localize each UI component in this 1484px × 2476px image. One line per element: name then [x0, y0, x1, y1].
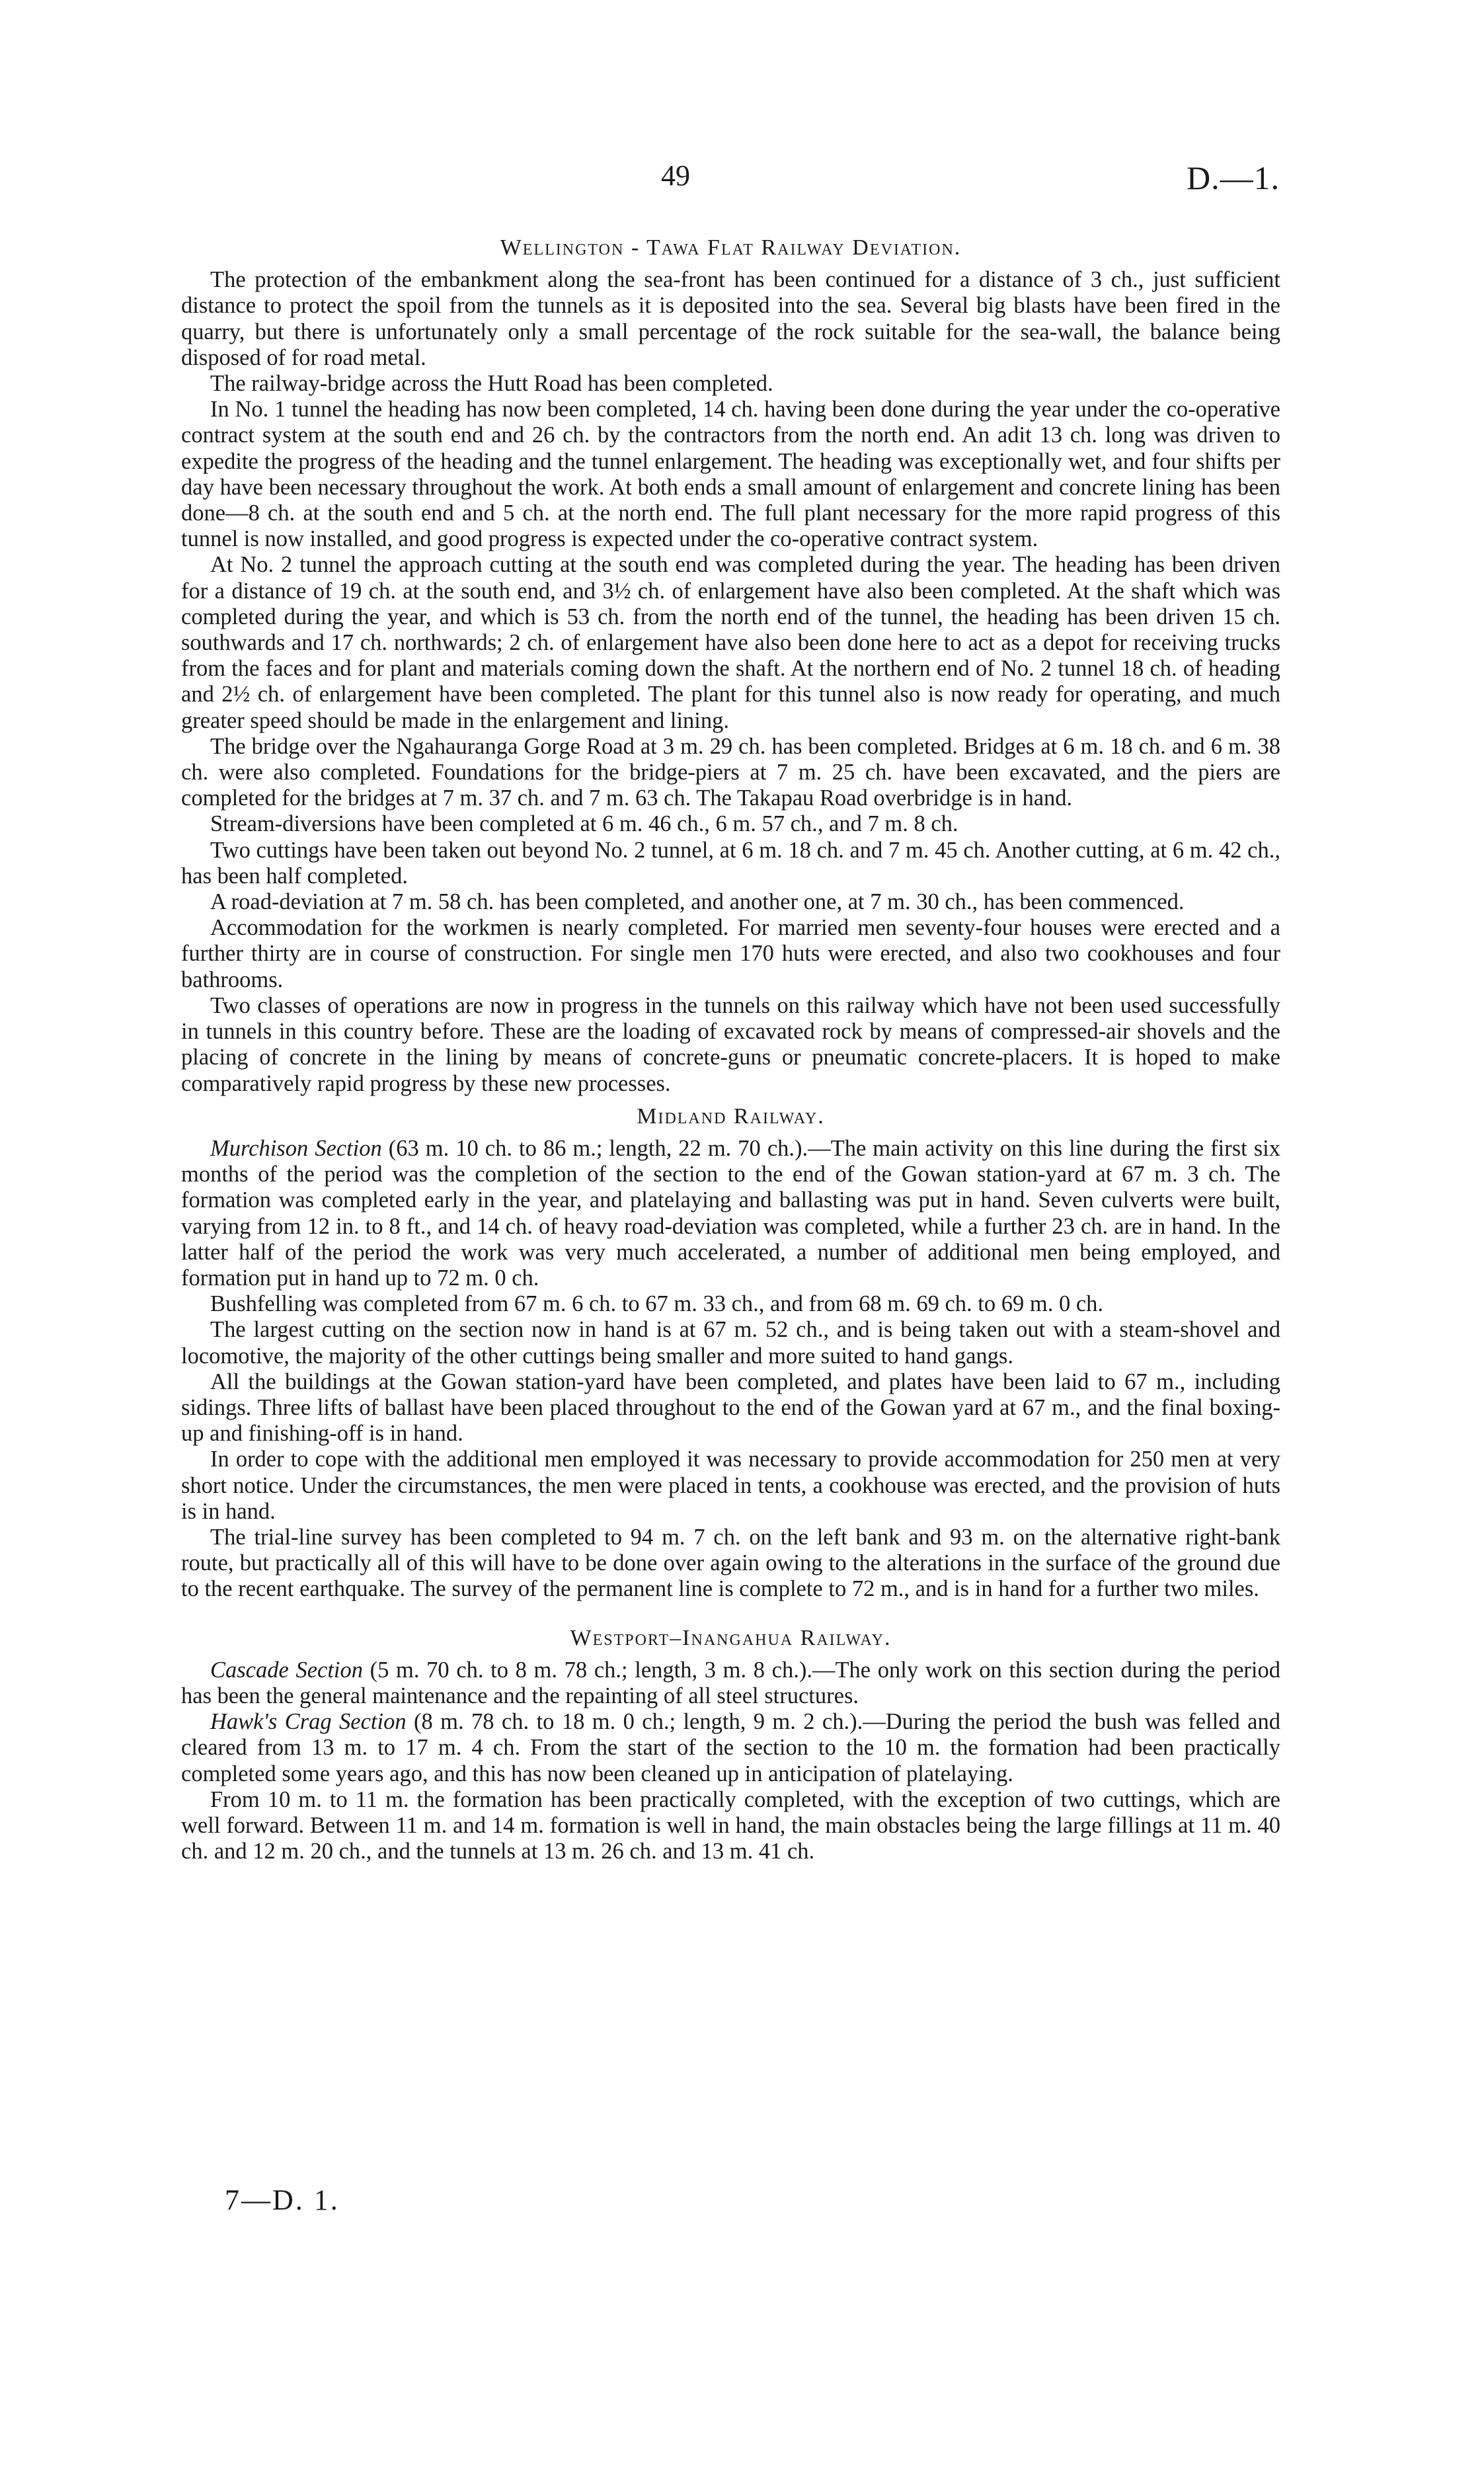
section-heading-midland: Midland Railway. [637, 1103, 825, 1129]
paragraph: Two cuttings have been taken out beyond No. 2 tunnel, at 6 m. 18 ch. and 7 m. 45 ch. Another cutting, at 6 m. 42 ch., has been half completed. [181, 837, 1280, 889]
paragraph: In No. 1 tunnel the heading has now been completed, 14 ch. having been done during the year under the co-operative contract system at the south end and 26 ch. by the contractors from the north end. An adit 13 ch. long was driven to expedite the progress of the heading and the tunnel enlargement. The heading was exceptionally wet, and four shifts per day have been necessary throughout the work. At both ends a small amount of enlargement and concrete lining has been done—8 ch. at the south end and 5 ch. at the north end. The full plant necessary for the more rapid progress of this tunnel is now installed, and good progress is expected under the co-operative contract system. [181, 397, 1280, 552]
paragraph: The protection of the embankment along the sea-front has been continued for a distance of 3 ch., just sufficient distance to protect the spoil from the tunnels as it is deposited into the sea. Several big blasts have been fired in the quarry, but there is unfortunately only a small percentage of the rock suitable for the sea-wall, the balance being disposed of for road metal. [181, 267, 1280, 370]
paragraph [181, 1657, 1280, 1709]
paragraph: The largest cutting on the section now in hand is at 67 m. 52 ch., and is being taken out with a steam-shovel and locomotive, the majority of the other cuttings being smaller and more suited to hand gangs. [181, 1317, 1280, 1369]
subsection-title: Cascade Section [210, 1657, 364, 1683]
report-code: D.—1. [1187, 159, 1280, 196]
paragraph: A road-deviation at 7 m. 58 ch. has been completed, and another one, at 7 m. 30 ch., has been commenced. [210, 889, 1185, 915]
subsection-text: (63 m. 10 ch. to 86 m.; length, 22 m. 70 ch.).—The main activity on this line during the first six months of the period was the completion of the section to the end of the Gowan station-yard at 67 m. 3 ch. The formation was completed early in the year, and platelaying and ballasting was put in hand. Seven culverts were built, varying from 12 in. to 8 ft., and 14 ch. of heavy road-deviation was completed, while a further 23 ch. are in hand. In the latter half of the period the work was very much accelerated, a number of additional men being employed, and formation put in hand up to 72 m. 0 ch. [181, 1135, 1280, 1291]
page-number: 49 [661, 159, 690, 192]
paragraph [181, 1709, 1280, 1787]
paragraph: Stream-diversions have been completed at 6 m. 46 ch., 6 m. 57 ch., and 7 m. 8 ch. [210, 811, 958, 837]
paragraph: The trial-line survey has been completed to 94 m. 7 ch. on the left bank and 93 m. on the alternative right-bank route, but practically all of this will have to be done over again owing to the alterations in the surface of the ground due to the recent earthquake. The survey of the permanent line is complete to 72 m., and is in hand for a further two miles. [181, 1524, 1280, 1602]
footer-signature: 7—D. 1. [225, 2184, 340, 2216]
section-heading-westport: Westport–Inangahua Railway. [570, 1625, 892, 1650]
subsection-title: Murchison Section [210, 1135, 382, 1161]
subsection-text: (8 m. 78 ch. to 18 m. 0 ch.; length, 9 m. 2 ch.).—During the period the bush was felled and cleared from 13 m. to 17 m. 4 ch. From the start of the section to the 10 m. the formation had been practically completed some years ago, and this has now been cleaned up in anticipation of platelaying. [181, 1709, 1280, 1786]
paragraph: At No. 2 tunnel the approach cutting at the south end was completed during the year. The heading has been driven for a distance of 19 ch. at the south end, and 3½ ch. of enlargement have also been completed. At the shaft which was completed during the year, and which is 53 ch. from the north end of the tunnel, the heading has been driven 15 ch. southwards and 17 ch. northwards; 2 ch. of enlargement have also been done here to act as a depot for receiving trucks from the faces and for plant and materials coming down the shaft. At the northern end of No. 2 tunnel 18 ch. of heading and 2½ ch. of enlargement have been completed. The plant for this tunnel also is now ready for operating, and much greater speed should be made in the enlargement and lining. [181, 552, 1280, 733]
paragraph: The bridge over the Ngahauranga Gorge Road at 3 m. 29 ch. has been completed. Bridges at 6 m. 18 ch. and 6 m. 38 ch. were also completed. Foundations for the bridge-piers at 7 m. 25 ch. have been excavated, and the piers are completed for the bridges at 7 m. 37 ch. and 7 m. 63 ch. The Takapau Road overbridge is in hand. [181, 733, 1280, 811]
paragraph: Two classes of operations are now in progress in the tunnels on this railway which have not been used successfully in tunnels in this country before. These are the loading of excavated rock by means of compressed-air shovels and the placing of concrete in the lining by means of concrete-guns or pneumatic concrete-placers. It is hoped to make comparatively rapid progress by these new processes. [181, 992, 1280, 1096]
subsection-text: (5 m. 70 ch. to 8 m. 78 ch.; length, 3 m. 8 ch.).—The only work on this section during the period has been the general maintenance and the repainting of all steel structures. [181, 1657, 1280, 1708]
paragraph [181, 1136, 1280, 1291]
paragraph: Accommodation for the workmen is nearly completed. For married men seventy-four houses were erected and a further thirty are in course of construction. For single men 170 huts were erected, and also two cookhouses and four bathrooms. [181, 915, 1280, 992]
section-heading-wellington: Wellington - Tawa Flat Railway Deviation. [500, 235, 962, 260]
paragraph: From 10 m. to 11 m. the formation has been practically completed, with the exception of two cuttings, which are well forward. Between 11 m. and 14 m. formation is well in hand, the main obstacles being the large fillings at 11 m. 40 ch. and 12 m. 20 ch., and the tunnels at 13 m. 26 ch. and 13 m. 41 ch. [181, 1786, 1280, 1864]
subsection-title: Hawk's Crag Section [210, 1709, 407, 1735]
paragraph: The railway-bridge across the Hutt Road has been completed. [210, 371, 773, 397]
paragraph: Bushfelling was completed from 67 m. 6 ch. to 67 m. 33 ch., and from 68 m. 69 ch. to 69 m. 0 ch. [210, 1291, 1104, 1317]
paragraph: All the buildings at the Gowan station-yard have been completed, and plates have been laid to 67 m., including sidings. Three lifts of ballast have been placed throughout to the end of the Gowan yard at 67 m., and the final boxing-up and finishing-off is in hand. [181, 1369, 1280, 1447]
document-body [181, 228, 1280, 1864]
paragraph: In order to cope with the additional men employed it was necessary to provide accommodation for 250 men at very short notice. Under the circumstances, the men were placed in tents, a cookhouse was erected, and the provision of huts is in hand. [181, 1447, 1280, 1524]
